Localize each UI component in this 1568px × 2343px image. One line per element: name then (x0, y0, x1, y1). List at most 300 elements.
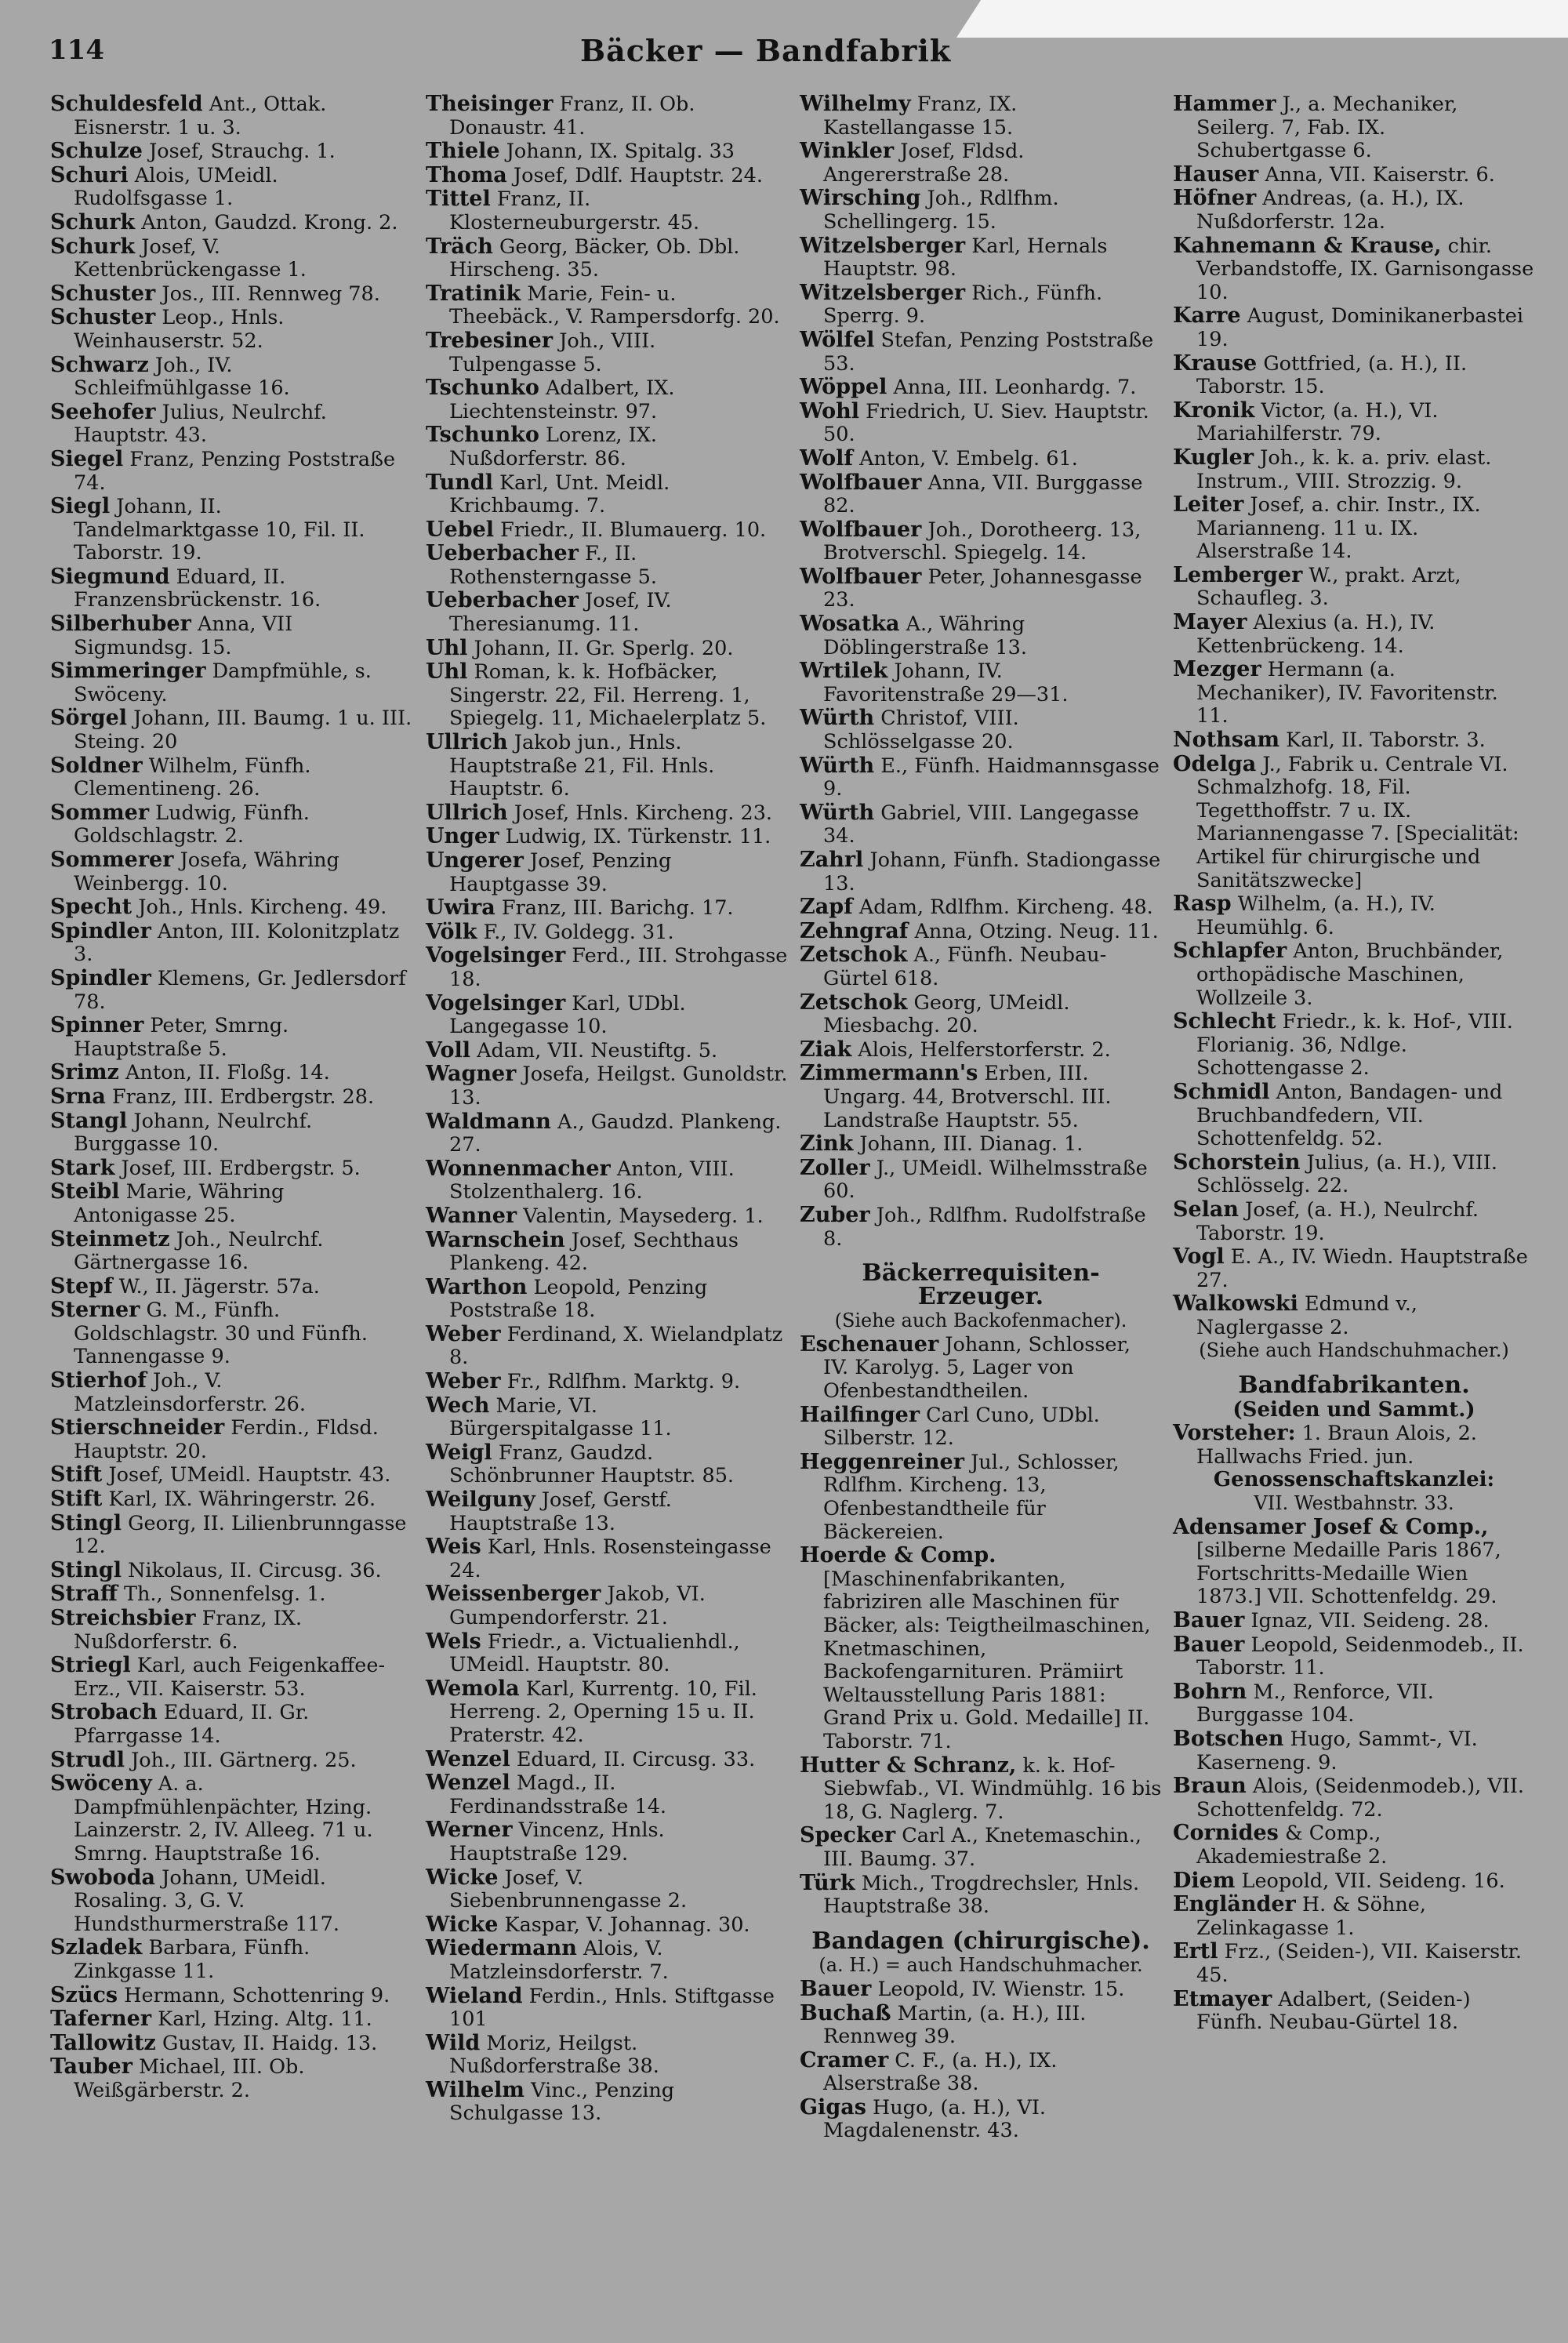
entry-name: Tratinik (426, 281, 521, 306)
column-4 (1173, 93, 1535, 2035)
entry-details: Karl, Unt. Meidl. Krichbaumg. 7. (449, 470, 670, 518)
entry-details: Friedr., II. Blumauerg. 10. (500, 518, 767, 542)
entry-name: Schuldesfeld (50, 92, 203, 116)
entry-details: Adalbert, IX. Liechtensteinstr. 97. (449, 376, 675, 423)
entry-name: Schmidl (1173, 1079, 1270, 1104)
entry-name: Zoller (800, 1155, 870, 1180)
directory-entry (800, 1754, 1162, 1825)
entry-details: Josef, V. Siebenbrunnengasse 2. (449, 1865, 688, 1913)
entry-name: Thiele (426, 139, 500, 164)
directory-entry (50, 1416, 412, 1463)
directory-entry (1173, 1081, 1535, 1151)
entry-details: Eduard, II. Circusg. 33. (516, 1747, 756, 1771)
entry-details: Eduard, II. Gr. Pfarrgasse 14. (74, 1701, 310, 1748)
entry-details: G. M., Fünfh. Goldschlagstr. 30 und Fünfh. Tannengasse 9. (74, 1299, 368, 1369)
entry-name: Hutter & Schranz, (800, 1753, 1017, 1778)
entry-name: Theisinger (426, 92, 554, 116)
directory-entry (426, 1866, 788, 1913)
entry-name: Striegl (50, 1653, 131, 1678)
directory-entry (426, 896, 788, 921)
directory-entry (50, 1463, 412, 1488)
entry-name: Mezger (1173, 657, 1261, 682)
entry-details: Alois, Helferstorferstr. 2. (858, 1037, 1111, 1062)
directory-entry (800, 471, 1162, 518)
entry-name: Träch (426, 234, 493, 259)
directory-entry (800, 234, 1162, 282)
entry-details: Marie, Fein- u. Theebäck., V. Rampersdorfg. 20. (449, 282, 780, 329)
entry-name: Schurk (50, 209, 136, 234)
directory-entry (50, 1014, 412, 1061)
directory-entry (50, 448, 412, 495)
entry-details: Magd., II. Ferdinandsstraße 14. (449, 1771, 667, 1818)
entry-name: Vorsteher: (1173, 1421, 1296, 1446)
entry-name: Waldmann (426, 1109, 551, 1134)
directory-entry (50, 2055, 412, 2102)
directory-entry (800, 848, 1162, 895)
entry-name: Kugler (1173, 445, 1254, 470)
directory-entry (426, 376, 788, 423)
entry-name: Hailfinger (800, 1402, 920, 1427)
directory-entry (50, 1772, 412, 1865)
entry-details: Peter, Johannesgasse 23. (823, 565, 1142, 612)
entry-details: Leop., Hnls. Weinhauserstr. 52. (74, 306, 285, 353)
entry-details: Johann, II. Tandelmarktgasse 10, Fil. II. Taborstr. 19. (74, 495, 365, 565)
entry-details: Josef, Penzing Hauptgasse 39. (449, 849, 672, 896)
column-3 (800, 93, 1162, 2143)
entry-details: Alexius (a. H.), IV. Kettenbrückeng. 14. (1196, 611, 1436, 658)
entry-details: A. a. Dampfmühlenpächter, Hzing. Lainzerstr. 2, IV. Alleeg. 71 u. Smrng. Hauptstraße 16. (74, 1772, 373, 1865)
section-heading: Bandfabrikanten. (1238, 1371, 1470, 1400)
directory-entry (800, 1544, 1162, 1753)
entry-details: A., Gaudzd. Plankeng. 27. (449, 1110, 782, 1157)
directory-entry (1173, 1775, 1535, 1822)
directory-entry (50, 1157, 412, 1181)
entry-name: Tundl (426, 470, 494, 495)
entry-name: Diem (1173, 1868, 1236, 1893)
entry-name: Ullrich (426, 730, 508, 755)
entry-details: Fr., Rdlfhm. Marktg. 9. (506, 1370, 741, 1394)
entry-name: Szladek (50, 1935, 143, 1960)
directory-entry (50, 2032, 412, 2056)
directory-entry (50, 495, 412, 565)
entry-name: Siegl (50, 494, 111, 519)
entry-name: Schulze (50, 139, 143, 164)
directory-entry (426, 1063, 788, 1110)
entry-details: Jul., Schlosser, Rdlfhm. Kircheng. 13, Ofenbestandtheile für Bäckereien. (823, 1450, 1120, 1544)
entry-details: Karl, IX. Währingerstr. 26. (108, 1488, 376, 1512)
directory-entry (426, 1039, 788, 1063)
directory-entry (800, 1824, 1162, 1871)
entry-details: Edmund v., Naglergasse 2. (1196, 1292, 1417, 1339)
entry-name: Weissenberger (426, 1582, 601, 1607)
directory-entry (426, 1630, 788, 1677)
entry-name: Würth (800, 753, 875, 778)
directory-entry (800, 329, 1162, 376)
entry-details: Josef, V. Kettenbrückengasse 1. (74, 234, 307, 282)
entry-details: Adalbert, (Seiden-) Fünfh. Neubau-Gürtel 18. (1196, 1987, 1471, 2035)
directory-entry (426, 1370, 788, 1394)
entry-details: Ferd., III. Strohgasse 18. (449, 944, 788, 991)
entry-name: Zapf (800, 895, 853, 920)
entry-details: C. F., (a. H.), IX. Alserstraße 38. (823, 2048, 1058, 2096)
entry-name: Witzelsberger (800, 280, 966, 305)
entry-name: Vogl (1173, 1244, 1225, 1270)
entry-name: Hauser (1173, 162, 1259, 187)
directory-entry (1173, 1680, 1535, 1727)
entry-details: Josef, Ddlf. Hauptstr. 24. (513, 163, 763, 187)
entry-details: Anton, Bandagen- und Bruchbandfedern, VII. Schottenfeldg. 52. (1196, 1080, 1503, 1151)
directory-entry (1173, 1988, 1535, 2035)
entry-name: Zetschok (800, 943, 908, 968)
entry-name: Warthon (426, 1274, 528, 1299)
directory-entry (426, 1818, 788, 1865)
entry-name: Trebesiner (426, 328, 554, 353)
entry-details: Ludwig, Fünfh. Goldschlagstr. 2. (74, 801, 310, 848)
directory-entry (1173, 1893, 1535, 1940)
entry-details: Julius, (a. H.), VIII. Schlösselg. 22. (1196, 1150, 1497, 1198)
entry-name: Swoboda (50, 1865, 156, 1890)
entry-name: Wöppel (800, 375, 887, 400)
entry-details: Eduard, II. Franzensbrückenstr. 16. (74, 565, 321, 612)
directory-entry (426, 1394, 788, 1441)
entry-name: Gigas (800, 2094, 866, 2120)
directory-entry (50, 2007, 412, 2032)
entry-name: Sommer (50, 800, 150, 825)
entry-details: Johann, IV. Favoritenstraße 29—31. (823, 659, 1069, 707)
directory-entry (50, 1228, 412, 1275)
entry-name: Kronik (1173, 398, 1255, 423)
directory-entry (1173, 1869, 1535, 1894)
entry-details: Ludwig, IX. Türkenstr. 11. (505, 825, 771, 849)
entry-details: W., II. Jägerstr. 57a. (118, 1274, 320, 1299)
entry-details: Johann, Neulrchf. Burggasse 10. (74, 1109, 313, 1157)
directory-entry (800, 1062, 1162, 1132)
entry-name: Wenzel (426, 1746, 510, 1771)
entry-details: Joh., k. k. a. priv. elast. Instrum., VIII. Strozzig. 9. (1196, 445, 1492, 493)
directory-entry (1173, 1609, 1535, 1633)
directory-entry (800, 93, 1162, 140)
entry-details: Lorenz, IX. Nußdorferstr. 86. (449, 423, 657, 470)
entry-details: A., Fünfh. Neubau-Gürtel 618. (823, 943, 1107, 990)
entry-name: Szücs (50, 1982, 118, 2007)
entry-details: Jakob, VI. Gumpendorferstr. 21. (449, 1582, 706, 1629)
entry-details: Ferdin., Hnls. Stiftgasse 101 (449, 1984, 775, 2032)
entry-details: Anton, III. Kolonitzplatz 3. (74, 919, 400, 967)
entry-details: Josef, UMeidl. Hauptstr. 43. (108, 1463, 391, 1488)
entry-name: Stierhof (50, 1368, 147, 1393)
entry-name: Sterner (50, 1298, 140, 1323)
directory-entry (1173, 93, 1535, 163)
directory-entry (800, 1157, 1162, 1204)
entry-name: Ueberbacher (426, 588, 579, 613)
directory-entry (50, 1936, 412, 1983)
directory-entry (50, 354, 412, 401)
entry-name: Unger (426, 824, 499, 849)
entry-details: Josef, Sechthaus Plankeng. 42. (449, 1228, 739, 1276)
entry-details: Joh., Neulrchf. Gärtnergasse 16. (74, 1227, 324, 1275)
directory-entry (1173, 1292, 1535, 1339)
entry-name: Wölfel (800, 327, 875, 352)
entry-name: Silberhuber (50, 612, 191, 637)
entry-details: Johann, Schlosser, IV. Karolyg. 5, Lager von Ofenbestandtheilen. (823, 1332, 1131, 1404)
directory-entry (426, 1441, 788, 1488)
entry-details: J., Fabrik u. Centrale VI. Schmalzhofg. 18, Fil. Tegetthoffstr. 7 u. IX. Mariannengasse 7. [Specialität: Artikel für chirurgische und Sanitätszwecke] (1196, 752, 1519, 892)
directory-entry (800, 1333, 1162, 1404)
entry-name: Schuster (50, 281, 156, 306)
directory-entry (426, 637, 788, 661)
entry-name: Wolfbauer (800, 517, 922, 542)
directory-entry (426, 1985, 788, 2032)
entry-details: Josefa, Währing Weinbergg. 10. (74, 848, 339, 895)
entry-name: Schuri (50, 162, 129, 187)
directory-entry (426, 471, 788, 518)
entry-name: Spinner (50, 1013, 144, 1038)
entry-name: Ullrich (426, 800, 508, 825)
entry-details: Christof, VIII. Schlösselgasse 20. (823, 707, 1019, 754)
entry-details: Joh., Rdlfhm. Rudolfstraße 8. (823, 1203, 1146, 1251)
entry-name: Krause (1173, 351, 1258, 376)
entry-details: Anton, VIII. Stolzenthalerg. 16. (449, 1157, 735, 1204)
entry-details: & Comp., Akademiestraße 2. (1196, 1822, 1388, 1869)
directory-entry (426, 518, 788, 543)
entry-name: Tallowitz (50, 2030, 156, 2055)
entry-details: Leopold, IV. Wienstr. 15. (877, 1977, 1125, 2001)
entry-name: Etmayer (1173, 1986, 1272, 2011)
directory-entry (426, 849, 788, 896)
directory-entry (426, 1157, 788, 1204)
directory-entry (50, 306, 412, 353)
entry-details: Josef, Hnls. Kircheng. 23. (514, 801, 773, 825)
entry-details: Mich., Trogdrechsler, Hnls. Hauptstraße 38. (823, 1871, 1140, 1919)
entry-name: Schorstein (1173, 1150, 1301, 1175)
directory-entry (1173, 1010, 1535, 1081)
entry-name: Bauer (1173, 1608, 1245, 1633)
entry-details: Peter, Smrng. Hauptstraße 5. (74, 1014, 289, 1061)
directory-entry (426, 542, 788, 589)
entry-name: Simmeringer (50, 659, 206, 684)
entry-name: Schwarz (50, 352, 149, 377)
directory-entry (800, 1204, 1162, 1251)
directory-entry (50, 1110, 412, 1157)
entry-details: Josefa, Heilgst. Gunoldstr. 13. (449, 1063, 788, 1110)
entry-details: Roman, k. k. Hofbäcker, Singerstr. 22, Fil. Herreng. 1, Spiegelg. 11, Michaelerplatz 5. (449, 660, 767, 731)
entry-details: Kaspar, V. Johannag. 30. (504, 1913, 750, 1937)
entry-details: chir. Verbandstoffe, IX. Garnisongasse 10. (1196, 234, 1534, 304)
entry-name: Wieland (426, 1983, 523, 2008)
entry-details: Johann, Fünfh. Stadiongasse 13. (823, 848, 1161, 895)
entry-details: Anna, III. Leonhardg. 7. (893, 376, 1137, 400)
directory-entry (426, 1582, 788, 1629)
entry-details: Anna, VII. Kaiserstr. 6. (1265, 162, 1495, 187)
entry-details: Ferdinand, X. Wielandplatz 8. (449, 1322, 783, 1370)
directory-entry (426, 140, 788, 164)
entry-name: Zuber (800, 1202, 870, 1227)
entry-details: Vinc., Penzing Schulgasse 13. (449, 2078, 675, 2126)
entry-name: Stift (50, 1487, 103, 1512)
entry-details: Erben, III. Ungarg. 44, Brotverschl. III. Landstraße Hauptstr. 55. (823, 1062, 1112, 1132)
entry-details: Karl, Hnls. Rosensteingasse 24. (449, 1535, 771, 1582)
entry-details: Franz, II. Klosterneuburgerstr. 45. (449, 187, 700, 234)
entry-details: Julius, Neulrchf. Hauptstr. 43. (74, 400, 327, 448)
entry-name: Höfner (1173, 186, 1257, 211)
directory-entry (426, 2032, 788, 2079)
entry-details: Martin, (a. H.), III. Rennweg 39. (823, 2001, 1087, 2049)
entry-name: Vogelsinger (426, 990, 566, 1015)
entry-details: Moriz, Heilgst. Nußdorferstraße 38. (449, 2031, 659, 2079)
directory-entry (50, 707, 412, 754)
entry-name: Srimz (50, 1060, 119, 1085)
entry-name: Türk (800, 1870, 855, 1895)
directory-entry (1173, 753, 1535, 893)
entry-name: Bauer (1173, 1632, 1245, 1657)
section-heading: Bäckerrequisiten-Erzeuger. (862, 1259, 1100, 1310)
entry-details: Johann, III. Baumg. 1 u. III. Steing. 20 (74, 707, 412, 754)
entry-details: Gabriel, VIII. Langegasse 34. (823, 801, 1139, 848)
directory-entry (1173, 446, 1535, 493)
directory-entry (800, 518, 1162, 565)
entry-name: Schlapfer (1173, 939, 1287, 964)
entry-details: Karl, auch Feigenkaffee-Erz., VII. Kaiserstr. 53. (74, 1654, 386, 1701)
entry-details: [silberne Medaille Paris 1867, Fortschritts-Medaille Wien 1873.] VII. Schottenfeldg. 29. (1196, 1538, 1501, 1609)
directory-entry (50, 1559, 412, 1583)
entry-name: Zetschok (800, 990, 908, 1015)
entry-name: Stift (50, 1462, 103, 1488)
entry-name: Schlecht (1173, 1009, 1276, 1034)
entry-name: Voll (426, 1037, 470, 1063)
directory-entry (800, 943, 1162, 990)
directory-entry (50, 1488, 412, 1512)
entry-name: Witzelsberger (800, 233, 966, 258)
entry-details: Wilhelm, (a. H.), IV. Heumühlg. 6. (1196, 892, 1436, 939)
entry-details: Marie, Währing Antonigasse 25. (74, 1180, 285, 1227)
column-1 (50, 93, 412, 2102)
directory-entry (800, 1978, 1162, 2002)
entry-name: Uebel (426, 517, 495, 542)
entry-name: Stepf (50, 1273, 113, 1299)
entry-name: Wels (426, 1629, 481, 1654)
directory-entry (1173, 1198, 1535, 1245)
entry-details: Stefan, Penzing Poststraße 53. (823, 328, 1154, 376)
entry-details: Josef, a. chir. Instr., IX. Marianneng. 11 u. IX. Alserstraße 14. (1196, 493, 1481, 564)
entry-details: [Maschinenfabrikanten, fabriziren alle Maschinen für Bäcker, als: Teigtheilmaschinen, Knetmaschinen, Backofengarnituren. Prämiirt Weltausstellung Paris 1881: Grand Prix u. Gold. Medaille] II. Taborstr. 71. (823, 1567, 1151, 1753)
directory-entry (50, 1607, 412, 1654)
entry-name: Kahnemann & Krause, (1173, 233, 1442, 258)
directory-entry (50, 1984, 412, 2008)
directory-entry (800, 2002, 1162, 2049)
directory-entry (800, 754, 1162, 801)
entry-details: Carl A., Knetemaschin., III. Baumg. 37. (823, 1824, 1142, 1871)
entry-name: Wagner (426, 1062, 517, 1087)
entry-details: Jos., III. Rennweg 78. (162, 282, 380, 306)
directory-entry (426, 1229, 788, 1276)
entry-name: Wirsching (800, 186, 921, 211)
entry-name: Völk (426, 919, 477, 944)
entry-details: Nikolaus, II. Circusg. 36. (128, 1558, 382, 1582)
entry-name: Strudl (50, 1747, 125, 1772)
entry-name: Tauber (50, 2054, 132, 2080)
entry-name: Weigl (426, 1440, 492, 1465)
directory-entry (426, 282, 788, 329)
entry-details: Leopold, Seidenmodeb., II. Taborstr. 11. (1196, 1633, 1524, 1680)
directory-entry (1173, 1245, 1535, 1292)
entry-details: Franz, IX. Kastellangasse 15. (823, 93, 1018, 140)
entry-details: Wilhelm, Fünfh. Clementineng. 26. (74, 754, 311, 801)
entry-details: Adam, Rdlfhm. Kircheng. 48. (858, 895, 1153, 920)
directory-entry (50, 1369, 412, 1416)
directory-entry (426, 825, 788, 849)
entry-name: Wolf (800, 445, 854, 470)
entry-details: Josef, Strauchg. 1. (149, 140, 336, 164)
entry-details: Georg, Bäcker, Ob. Dbl. Hirscheng. 35. (449, 234, 740, 282)
directory-entry (1173, 399, 1535, 446)
entry-details: Alois, V. Matzleinsdorferstr. 7. (449, 1937, 669, 1984)
directory-entry (50, 659, 412, 707)
entry-details: Anna, VII. Burggasse 82. (823, 470, 1143, 518)
directory-entry (1173, 658, 1535, 728)
entry-name: Vogelsinger (426, 943, 566, 968)
entry-details: F., IV. Goldegg. 31. (483, 920, 674, 944)
entry-details: E., Fünfh. Haidmannsgasse 9. (823, 754, 1160, 801)
directory-entry (800, 991, 1162, 1038)
directory-entry (800, 707, 1162, 754)
entry-details: Joh., III. Gärtnerg. 25. (131, 1748, 357, 1772)
entry-name: Wicke (426, 1912, 499, 1937)
entry-details: A., Währing Döblingerstraße 13. (823, 612, 1027, 659)
entry-name: Streichsbier (50, 1606, 196, 1630)
entry-name: Wonnenmacher (426, 1156, 611, 1181)
entry-details: Ferdin., Fldsd. Hauptstr. 20. (74, 1416, 379, 1463)
directory-entry (426, 423, 788, 470)
entry-name: Zehngraf (800, 918, 909, 943)
entry-name: Weber (426, 1369, 501, 1394)
entry-name: Selan (1173, 1197, 1240, 1222)
entry-name: Steibl (50, 1179, 120, 1204)
entry-details: Joh., IV. Schleifmühlgasse 16. (74, 353, 290, 401)
directory-entry (800, 447, 1162, 471)
directory-entry (426, 164, 788, 188)
directory-entry (426, 2079, 788, 2126)
directory-entry (50, 211, 412, 235)
section-note: VII. Westbahnstr. 33. (1254, 1492, 1454, 1515)
entry-details: Josef, Fldsd. Angererstraße 28. (823, 140, 1025, 187)
directory-entry (426, 1204, 788, 1229)
entry-details: 1. Braun Alois, 2. Hallwachs Fried. jun. (1196, 1422, 1477, 1469)
entry-details: Karl, II. Taborstr. 3. (1286, 728, 1486, 753)
entry-name: Ungerer (426, 848, 524, 873)
section-note: (Siehe auch Backofenmacher). (834, 1310, 1127, 1332)
entry-name: Sörgel (50, 706, 128, 731)
directory-entry (426, 1677, 788, 1748)
directory-entry (50, 1085, 412, 1110)
directory-entry (50, 140, 412, 164)
entry-name: Werner (426, 1818, 513, 1843)
directory-entry (426, 1535, 788, 1582)
directory-entry (426, 93, 788, 140)
entry-details: Joh., Hnls. Kircheng. 49. (138, 895, 387, 920)
entry-name: Stingl (50, 1510, 122, 1535)
entry-details: Johann, II. Gr. Sperlg. 20. (474, 636, 734, 660)
directory-entry (800, 895, 1162, 920)
entry-name: Karre (1173, 303, 1241, 329)
directory-entry (426, 329, 788, 376)
torn-paper-corner (956, 0, 1568, 38)
entry-details: Josef, Gerstf. Hauptstraße 13. (449, 1488, 672, 1535)
entry-name: Wiedermann (426, 1936, 577, 1961)
directory-entry (800, 1451, 1162, 1544)
entry-name: Ueberbacher (426, 541, 579, 566)
entry-name: Straff (50, 1582, 118, 1607)
entry-details: Alois, UMeidl. Rudolfsgasse 1. (74, 163, 278, 211)
